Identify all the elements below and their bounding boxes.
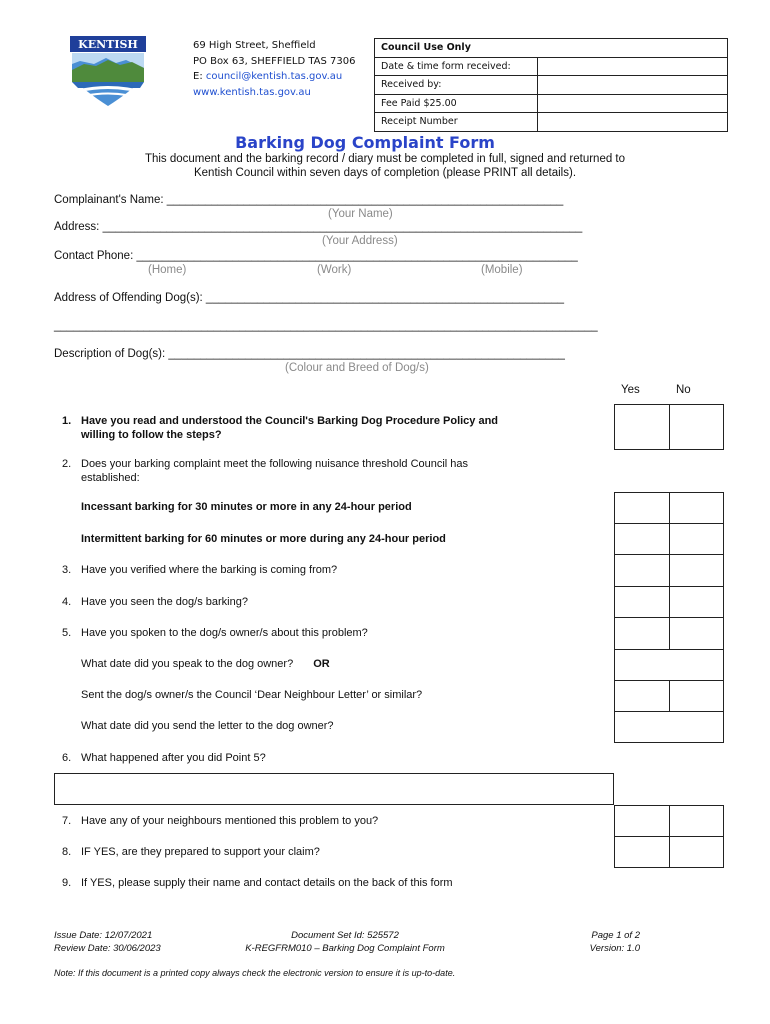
email-line [193, 69, 356, 85]
q1-yes-box[interactable] [614, 404, 670, 450]
review-date: Review Date: 30/06/2023 [54, 943, 161, 954]
q5a-or: OR [313, 658, 330, 670]
question-9 [62, 877, 602, 891]
council-use-row: Receipt Number [375, 113, 538, 132]
council-use-row: Received by: [375, 76, 538, 95]
offending-dog-address-line-2[interactable]: _____________________________________________________________________________________ [54, 320, 598, 332]
question-5 [62, 627, 602, 641]
council-use-table [374, 38, 728, 132]
dog-description-field[interactable]: Description of Dog(s): ______________________________________________________________ [54, 348, 565, 360]
q9-text: If YES, please supply their name and contact details on the back of this form [81, 877, 453, 889]
email-prefix: E: [193, 71, 206, 82]
q5a-speak-date [81, 658, 330, 670]
q7-text: Have any of your neighbours mentioned this problem to you? [81, 815, 379, 827]
question-4 [62, 596, 602, 610]
document-reference: K-REGFRM010 – Barking Dog Complaint Form [245, 943, 445, 954]
q6-answer-box[interactable] [54, 773, 614, 805]
form-title: Barking Dog Complaint Form [235, 133, 495, 152]
address-hint: (Your Address) [322, 235, 398, 247]
q2a-yes-box[interactable] [614, 492, 670, 524]
q5-no-box[interactable] [669, 617, 724, 650]
q5b-letter-sent: Sent the dog/s owner/s the Council ‘Dear Neighbour Letter’ or similar? [81, 689, 423, 701]
council-use-cell[interactable] [538, 57, 728, 76]
question-7 [62, 815, 602, 829]
q2-text-2: established: [81, 471, 140, 484]
question-2 [62, 458, 602, 485]
q2b-yes-box[interactable] [614, 523, 670, 555]
q1-no-box[interactable] [669, 404, 724, 450]
footer-page-info [560, 929, 640, 955]
q8-no-box[interactable] [669, 836, 724, 868]
council-use-row: Fee Paid $25.00 [375, 94, 538, 113]
q9-number: 9. [62, 877, 72, 889]
q5c-letter-date: What date did you send the letter to the dog owner? [81, 720, 334, 732]
q4-text: Have you seen the dog/s barking? [81, 596, 248, 608]
footer-dates [54, 929, 161, 955]
q3-text: Have you verified where the barking is coming from? [81, 564, 338, 576]
q5a-text: What date did you speak to the dog owner? [81, 658, 294, 670]
q5-yes-box[interactable] [614, 617, 670, 650]
council-use-cell[interactable] [538, 94, 728, 113]
issue-date: Issue Date: 12/07/2021 [54, 930, 153, 941]
council-address [193, 38, 356, 100]
q4-yes-box[interactable] [614, 586, 670, 618]
question-8 [62, 846, 602, 860]
address-line-1: 69 High Street, Sheffield [193, 40, 316, 51]
council-use-cell[interactable] [538, 113, 728, 132]
q4-number: 4. [62, 596, 72, 608]
q2-text: Does your barking complaint meet the following nuisance threshold Council has [81, 458, 469, 470]
intro-line-1: This document and the barking record / diary must be completed in full, signed and returned to [144, 153, 626, 165]
q2a-incessant-barking: Incessant barking for 30 minutes or more in any 24-hour period [81, 501, 412, 513]
email-link[interactable]: council@kentish.tas.gov.au [205, 71, 343, 82]
q6-number: 6. [62, 752, 72, 764]
q1-text: Have you read and understood the Council's Barking Dog Procedure Policy and [81, 415, 499, 427]
intro-line-2: Kentish Council within seven days of completion (please PRINT all details). [193, 167, 577, 179]
no-column-header: No [676, 384, 691, 396]
q3-no-box[interactable] [669, 554, 724, 587]
address-field[interactable]: Address: ___________________________________________________________________________ [54, 221, 583, 233]
q7-number: 7. [62, 815, 72, 827]
yes-column-header: Yes [621, 384, 640, 396]
q8-text: IF YES, are they prepared to support your claim? [81, 846, 320, 858]
kentish-logo [70, 36, 146, 108]
q6-text: What happened after you did Point 5? [81, 752, 266, 764]
phone-hint-mobile: (Mobile) [481, 264, 523, 276]
description-hint: (Colour and Breed of Dog/s) [285, 362, 429, 374]
council-use-row: Date & time form received: [375, 57, 538, 76]
question-1 [62, 415, 602, 442]
page-number: Page 1 of 2 [591, 930, 640, 941]
phone-hint-home: (Home) [148, 264, 187, 276]
question-3 [62, 564, 602, 578]
website-link[interactable]: www.kentish.tas.gov.au [193, 86, 311, 98]
form-intro [40, 152, 730, 180]
q7-no-box[interactable] [669, 805, 724, 837]
council-use-cell[interactable] [538, 76, 728, 95]
logo-text: KENTISH [78, 38, 138, 51]
document-set-id: Document Set Id: 525572 [291, 930, 399, 941]
footer-document-info [200, 929, 490, 955]
q3-yes-box[interactable] [614, 554, 670, 587]
council-use-heading: Council Use Only [375, 39, 728, 58]
q7-yes-box[interactable] [614, 805, 670, 837]
q1-number: 1. [62, 415, 72, 427]
address-line-2: PO Box 63, SHEFFIELD TAS 7306 [193, 55, 356, 67]
q5b-yes-box[interactable] [614, 680, 670, 712]
q2-number: 2. [62, 458, 72, 470]
offending-dog-address-field[interactable]: Address of Offending Dog(s): ________________________________________________________ [54, 292, 565, 304]
question-6 [62, 752, 602, 766]
q5b-no-box[interactable] [669, 680, 724, 712]
q3-number: 3. [62, 564, 72, 576]
complainant-name-field[interactable]: Complainant's Name: ______________________________________________________________ [54, 194, 564, 206]
q5a-date-box[interactable] [614, 649, 724, 681]
name-hint: (Your Name) [328, 208, 393, 220]
contact-phone-field[interactable]: Contact Phone: _____________________________________________________________________ [54, 250, 578, 262]
q2a-no-box[interactable] [669, 492, 724, 524]
q2b-intermittent-barking: Intermittent barking for 60 minutes or more during any 24-hour period [81, 533, 446, 545]
q8-yes-box[interactable] [614, 836, 670, 868]
q2b-no-box[interactable] [669, 523, 724, 555]
q5c-date-box[interactable] [614, 711, 724, 743]
q8-number: 8. [62, 846, 72, 858]
q5-number: 5. [62, 627, 72, 639]
q5-text: Have you spoken to the dog/s owner/s about this problem? [81, 627, 368, 639]
footer-note: Note: If this document is a printed copy always check the electronic version to ensure it is up-to-date. [54, 968, 456, 978]
q1-text-2: willing to follow the steps? [81, 428, 222, 441]
phone-hint-work: (Work) [317, 264, 352, 276]
q4-no-box[interactable] [669, 586, 724, 618]
version: Version: 1.0 [589, 943, 640, 954]
